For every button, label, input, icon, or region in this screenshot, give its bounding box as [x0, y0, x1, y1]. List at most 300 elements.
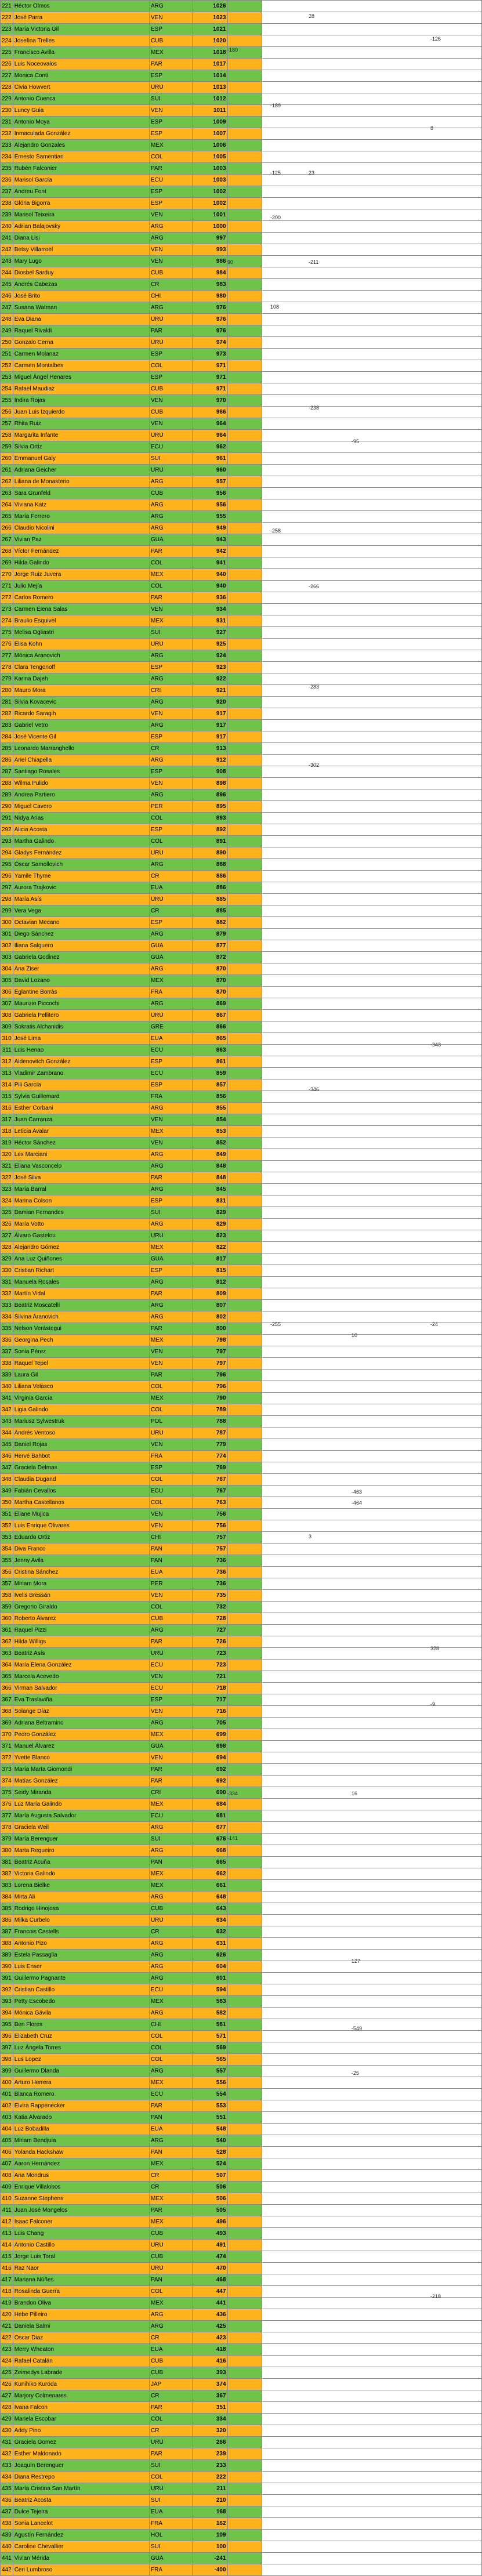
empty-cell[interactable] [262, 291, 482, 302]
country-cell[interactable]: CR [150, 279, 193, 291]
country-cell[interactable]: ECU [150, 1810, 193, 1822]
note-cell[interactable] [227, 35, 262, 47]
note-cell[interactable] [227, 1590, 262, 1602]
note-cell[interactable] [227, 1288, 262, 1300]
note-cell[interactable] [227, 2356, 262, 2367]
points-cell[interactable]: 665 [192, 1857, 227, 1868]
country-cell[interactable]: PAR [150, 2448, 193, 2460]
note-cell[interactable] [227, 836, 262, 847]
note-cell[interactable] [227, 441, 262, 453]
rank-cell[interactable]: 261 [1, 465, 13, 476]
country-cell[interactable]: MEX [150, 1393, 193, 1404]
points-cell[interactable]: 684 [192, 1799, 227, 1810]
rank-cell[interactable]: 238 [1, 198, 13, 209]
player-name-cell[interactable]: Silvia Kovacevic [13, 697, 149, 708]
note-cell[interactable] [227, 1, 262, 12]
country-cell[interactable]: PAR [150, 1288, 193, 1300]
country-cell[interactable]: EUA [150, 1033, 193, 1045]
empty-cell[interactable] [262, 1567, 482, 1578]
note-cell[interactable] [227, 1369, 262, 1381]
player-name-cell[interactable]: Caroline Chevallier [13, 2541, 149, 2553]
points-cell[interactable]: 735 [192, 1590, 227, 1602]
rank-cell[interactable]: 386 [1, 1915, 13, 1926]
country-cell[interactable]: ESP [150, 70, 193, 82]
player-name-cell[interactable]: Julio Mejía [13, 581, 149, 592]
player-name-cell[interactable]: Alejandro Gómez [13, 1242, 149, 1253]
points-cell[interactable]: 922 [192, 673, 227, 685]
rank-cell[interactable]: 420 [1, 2309, 13, 2321]
points-cell[interactable]: 800 [192, 1323, 227, 1335]
rank-cell[interactable]: 377 [1, 1810, 13, 1822]
points-cell[interactable]: 964 [192, 418, 227, 430]
rank-cell[interactable]: 381 [1, 1857, 13, 1868]
country-cell[interactable]: GRE [150, 1021, 193, 1033]
note-cell[interactable] [227, 163, 262, 175]
points-cell[interactable]: 787 [192, 1428, 227, 1439]
points-cell[interactable]: 788 [192, 1416, 227, 1428]
player-name-cell[interactable]: Ivana Falcon [13, 2402, 149, 2414]
note-cell[interactable] [227, 221, 262, 233]
player-name-cell[interactable]: Damian Fernandes [13, 1207, 149, 1219]
player-name-cell[interactable]: Luis Chang [13, 2228, 149, 2240]
empty-cell[interactable] [262, 1544, 482, 1555]
note-cell[interactable] [227, 1938, 262, 1950]
country-cell[interactable]: GUA [150, 952, 193, 963]
points-cell[interactable]: 540 [192, 2135, 227, 2147]
note-cell[interactable] [227, 1857, 262, 1868]
points-cell[interactable]: 831 [192, 1195, 227, 1207]
country-cell[interactable]: PAR [150, 163, 193, 175]
player-name-cell[interactable]: Hebe Pilleiro [13, 2309, 149, 2321]
player-name-cell[interactable]: Miriam Mora [13, 1578, 149, 1590]
player-name-cell[interactable]: Mariusz Sylwestruk [13, 1416, 149, 1428]
empty-cell[interactable] [262, 1010, 482, 1021]
note-cell[interactable] [227, 2089, 262, 2100]
points-cell[interactable]: 698 [192, 1741, 227, 1752]
note-cell[interactable] [227, 1718, 262, 1729]
country-cell[interactable]: VEN [150, 1114, 193, 1126]
empty-cell[interactable] [262, 1741, 482, 1752]
rank-cell[interactable]: 440 [1, 2541, 13, 2553]
note-cell[interactable] [227, 743, 262, 755]
empty-cell[interactable] [262, 2008, 482, 2019]
note-cell[interactable] [227, 534, 262, 546]
points-cell[interactable]: 896 [192, 789, 227, 801]
points-cell[interactable]: 980 [192, 291, 227, 302]
note-cell[interactable] [227, 465, 262, 476]
player-name-cell[interactable]: Lus Lopez [13, 2054, 149, 2066]
rank-cell[interactable]: 384 [1, 1892, 13, 1903]
rank-cell[interactable]: 291 [1, 813, 13, 824]
empty-cell[interactable] [262, 2066, 482, 2077]
points-cell[interactable]: 956 [192, 499, 227, 511]
points-cell[interactable]: 583 [192, 1996, 227, 2008]
country-cell[interactable]: MEX [150, 569, 193, 581]
empty-cell[interactable] [262, 1834, 482, 1845]
empty-cell[interactable] [262, 1091, 482, 1103]
player-name-cell[interactable]: David Lozano [13, 975, 149, 987]
empty-cell[interactable] [262, 117, 482, 128]
points-cell[interactable]: 692 [192, 1764, 227, 1776]
rank-cell[interactable]: 433 [1, 2460, 13, 2472]
player-name-cell[interactable]: Monica Conti [13, 70, 149, 82]
empty-cell[interactable] [262, 151, 482, 163]
rank-cell[interactable]: 439 [1, 2530, 13, 2541]
note-cell[interactable] [227, 12, 262, 24]
player-name-cell[interactable]: Sonia Lancelot [13, 2518, 149, 2530]
player-name-cell[interactable]: Andreu Font [13, 186, 149, 198]
points-cell[interactable]: 923 [192, 662, 227, 673]
rank-cell[interactable]: 293 [1, 836, 13, 847]
rank-cell[interactable]: 392 [1, 1984, 13, 1996]
points-cell[interactable]: 569 [192, 2042, 227, 2054]
rank-cell[interactable]: 430 [1, 2425, 13, 2437]
rank-cell[interactable]: 269 [1, 557, 13, 569]
rank-cell[interactable]: 278 [1, 662, 13, 673]
country-cell[interactable]: VEN [150, 395, 193, 407]
note-cell[interactable] [227, 1404, 262, 1416]
note-cell[interactable] [227, 2112, 262, 2124]
player-name-cell[interactable]: Hervé Bahbot [13, 1451, 149, 1462]
empty-cell[interactable] [262, 1045, 482, 1056]
rank-cell[interactable]: 326 [1, 1219, 13, 1230]
rank-cell[interactable]: 340 [1, 1381, 13, 1393]
note-cell[interactable] [227, 499, 262, 511]
rank-cell[interactable]: 372 [1, 1752, 13, 1764]
rank-cell[interactable]: 233 [1, 140, 13, 151]
rank-cell[interactable]: 395 [1, 2019, 13, 2031]
note-cell[interactable] [227, 1137, 262, 1149]
empty-cell[interactable] [262, 233, 482, 244]
empty-cell[interactable] [262, 453, 482, 465]
empty-cell[interactable] [262, 569, 482, 581]
points-cell[interactable]: 756 [192, 1520, 227, 1532]
points-cell[interactable]: 863 [192, 1045, 227, 1056]
points-cell[interactable]: 756 [192, 1509, 227, 1520]
rank-cell[interactable]: 310 [1, 1033, 13, 1045]
empty-cell[interactable] [262, 929, 482, 940]
note-cell[interactable] [227, 1311, 262, 1323]
empty-cell[interactable] [262, 673, 482, 685]
points-cell[interactable]: 582 [192, 2008, 227, 2019]
country-cell[interactable]: ESP [150, 662, 193, 673]
player-name-cell[interactable]: Alicia Acosta [13, 824, 149, 836]
player-name-cell[interactable]: Jenny Avila [13, 1555, 149, 1567]
empty-cell[interactable] [262, 1613, 482, 1625]
note-cell[interactable] [227, 1172, 262, 1184]
note-cell[interactable] [227, 987, 262, 998]
empty-cell[interactable] [262, 766, 482, 778]
note-cell[interactable] [227, 1079, 262, 1091]
points-cell[interactable]: 973 [192, 349, 227, 360]
points-cell[interactable]: 993 [192, 244, 227, 256]
note-cell[interactable] [227, 1381, 262, 1393]
player-name-cell[interactable]: Maurizio Piccochi [13, 998, 149, 1010]
empty-cell[interactable] [262, 2205, 482, 2216]
note-cell[interactable] [227, 708, 262, 720]
rank-cell[interactable]: 230 [1, 105, 13, 117]
player-name-cell[interactable]: Elvira Rappenecker [13, 2100, 149, 2112]
rank-cell[interactable]: 226 [1, 59, 13, 70]
empty-cell[interactable] [262, 615, 482, 627]
player-name-cell[interactable]: Francois Castells [13, 1926, 149, 1938]
note-cell[interactable] [227, 1868, 262, 1880]
rank-cell[interactable]: 236 [1, 175, 13, 186]
rank-cell[interactable]: 397 [1, 2042, 13, 2054]
note-cell[interactable] [227, 1114, 262, 1126]
points-cell[interactable]: 767 [192, 1474, 227, 1486]
player-name-cell[interactable]: Rubén Falconier [13, 163, 149, 175]
empty-cell[interactable] [262, 511, 482, 523]
empty-cell[interactable] [262, 1381, 482, 1393]
country-cell[interactable]: SUI [150, 2460, 193, 2472]
country-cell[interactable]: URU [150, 1010, 193, 1021]
note-cell[interactable] [227, 1729, 262, 1741]
empty-cell[interactable] [262, 1683, 482, 1694]
empty-cell[interactable] [262, 1892, 482, 1903]
note-cell[interactable] [227, 1892, 262, 1903]
player-name-cell[interactable]: Esther Corbani [13, 1103, 149, 1114]
player-name-cell[interactable]: Octavian Mecano [13, 917, 149, 929]
empty-cell[interactable] [262, 2216, 482, 2228]
rank-cell[interactable]: 345 [1, 1439, 13, 1451]
rank-cell[interactable]: 260 [1, 453, 13, 465]
player-name-cell[interactable]: Jorge Ruiz Juvera [13, 569, 149, 581]
empty-cell[interactable] [262, 720, 482, 731]
rank-cell[interactable]: 298 [1, 894, 13, 905]
note-cell[interactable] [227, 1996, 262, 2008]
player-name-cell[interactable]: Mónica Gävila [13, 2008, 149, 2019]
player-name-cell[interactable]: Gregorio Giraldo [13, 1602, 149, 1613]
country-cell[interactable]: VEN [150, 1520, 193, 1532]
note-cell[interactable] [227, 1602, 262, 1613]
note-cell[interactable] [227, 581, 262, 592]
player-name-cell[interactable]: Merry Wheaton [13, 2344, 149, 2356]
country-cell[interactable]: PAR [150, 59, 193, 70]
rank-cell[interactable]: 247 [1, 302, 13, 314]
country-cell[interactable]: COL [150, 2414, 193, 2425]
empty-cell[interactable] [262, 24, 482, 35]
country-cell[interactable]: ESP [150, 1079, 193, 1091]
empty-cell[interactable] [262, 1729, 482, 1741]
note-cell[interactable] [227, 93, 262, 105]
points-cell[interactable]: 1001 [192, 209, 227, 221]
points-cell[interactable]: 692 [192, 1776, 227, 1787]
empty-cell[interactable] [262, 2135, 482, 2147]
note-cell[interactable] [227, 2460, 262, 2472]
empty-cell[interactable] [262, 963, 482, 975]
rank-cell[interactable]: 316 [1, 1103, 13, 1114]
country-cell[interactable]: SUI [150, 2541, 193, 2553]
points-cell[interactable]: 728 [192, 1613, 227, 1625]
empty-cell[interactable] [262, 2437, 482, 2448]
player-name-cell[interactable]: Rafael Catalán [13, 2356, 149, 2367]
player-name-cell[interactable]: Liliana Velasco [13, 1381, 149, 1393]
player-name-cell[interactable]: Iliana Salguero [13, 940, 149, 952]
points-cell[interactable]: 565 [192, 2054, 227, 2066]
note-cell[interactable] [227, 731, 262, 743]
country-cell[interactable]: ARG [150, 1625, 193, 1636]
points-cell[interactable]: 736 [192, 1555, 227, 1567]
rank-cell[interactable]: 240 [1, 221, 13, 233]
player-name-cell[interactable]: Ligia Galindo [13, 1404, 149, 1416]
rank-cell[interactable]: 237 [1, 186, 13, 198]
country-cell[interactable]: ARG [150, 1822, 193, 1834]
country-cell[interactable]: ARG [150, 1219, 193, 1230]
note-cell[interactable] [227, 117, 262, 128]
country-cell[interactable]: ESP [150, 128, 193, 140]
note-cell[interactable] [227, 2367, 262, 2379]
empty-cell[interactable] [262, 1590, 482, 1602]
points-cell[interactable]: 551 [192, 2112, 227, 2124]
country-cell[interactable]: URU [150, 465, 193, 476]
country-cell[interactable]: COL [150, 360, 193, 372]
points-cell[interactable]: 769 [192, 1462, 227, 1474]
points-cell[interactable]: 823 [192, 1230, 227, 1242]
player-name-cell[interactable]: Santiago Rosales [13, 766, 149, 778]
note-cell[interactable] [227, 395, 262, 407]
points-cell[interactable]: 854 [192, 1114, 227, 1126]
note-cell[interactable] [227, 1056, 262, 1068]
rank-cell[interactable]: 249 [1, 325, 13, 337]
empty-cell[interactable] [262, 1718, 482, 1729]
player-name-cell[interactable]: Raquel Pizzi [13, 1625, 149, 1636]
empty-cell[interactable] [262, 1799, 482, 1810]
empty-cell[interactable] [262, 917, 482, 929]
country-cell[interactable]: COL [150, 557, 193, 569]
country-cell[interactable]: ESP [150, 1056, 193, 1068]
points-cell[interactable]: 736 [192, 1578, 227, 1590]
rank-cell[interactable]: 252 [1, 360, 13, 372]
player-name-cell[interactable]: Matías González [13, 1776, 149, 1787]
empty-cell[interactable] [262, 2251, 482, 2263]
points-cell[interactable]: 548 [192, 2124, 227, 2135]
rank-cell[interactable]: 398 [1, 2054, 13, 2066]
empty-cell[interactable] [262, 2530, 482, 2541]
player-name-cell[interactable]: Raz Naor [13, 2263, 149, 2274]
rank-cell[interactable]: 245 [1, 279, 13, 291]
country-cell[interactable]: MEX [150, 1335, 193, 1346]
points-cell[interactable]: 1014 [192, 70, 227, 82]
country-cell[interactable]: ESP [150, 24, 193, 35]
player-name-cell[interactable]: Ana Mondrus [13, 2170, 149, 2182]
rank-cell[interactable]: 331 [1, 1277, 13, 1288]
note-cell[interactable] [227, 2506, 262, 2518]
points-cell[interactable]: -241 [192, 2553, 227, 2564]
points-cell[interactable]: 109 [192, 2530, 227, 2541]
player-name-cell[interactable]: María Ferrero [13, 511, 149, 523]
rank-cell[interactable]: 364 [1, 1660, 13, 1671]
points-cell[interactable]: 971 [192, 360, 227, 372]
country-cell[interactable]: VEN [150, 1706, 193, 1718]
rank-cell[interactable]: 294 [1, 847, 13, 859]
country-cell[interactable]: ARG [150, 523, 193, 534]
rank-cell[interactable]: 383 [1, 1880, 13, 1892]
empty-cell[interactable] [262, 2356, 482, 2367]
note-cell[interactable] [227, 2193, 262, 2205]
empty-cell[interactable] [262, 1660, 482, 1671]
player-name-cell[interactable]: Claudia Dugand [13, 1474, 149, 1486]
note-cell[interactable] [227, 1961, 262, 1973]
rank-cell[interactable]: 330 [1, 1265, 13, 1277]
note-cell[interactable] [227, 1230, 262, 1242]
player-name-cell[interactable]: Yvette Blanco [13, 1752, 149, 1764]
note-cell[interactable] [227, 1660, 262, 1671]
empty-cell[interactable] [262, 1509, 482, 1520]
country-cell[interactable]: URU [150, 2437, 193, 2448]
empty-cell[interactable] [262, 430, 482, 441]
note-cell[interactable] [227, 627, 262, 639]
note-cell[interactable] [227, 697, 262, 708]
rank-cell[interactable]: 332 [1, 1288, 13, 1300]
rank-cell[interactable]: 405 [1, 2135, 13, 2147]
country-cell[interactable]: ARG [150, 1103, 193, 1114]
points-cell[interactable]: 571 [192, 2031, 227, 2042]
note-cell[interactable] [227, 2228, 262, 2240]
player-name-cell[interactable]: Zeimedys Labrade [13, 2367, 149, 2379]
points-cell[interactable]: 848 [192, 1161, 227, 1172]
rank-cell[interactable]: 289 [1, 789, 13, 801]
empty-cell[interactable] [262, 499, 482, 511]
player-name-cell[interactable]: Inmaculada González [13, 128, 149, 140]
points-cell[interactable]: 677 [192, 1822, 227, 1834]
note-cell[interactable] [227, 1636, 262, 1648]
points-cell[interactable]: 925 [192, 639, 227, 650]
empty-cell[interactable] [262, 82, 482, 93]
country-cell[interactable]: COL [150, 1474, 193, 1486]
country-cell[interactable]: COL [150, 1404, 193, 1416]
country-cell[interactable]: ESP [150, 766, 193, 778]
points-cell[interactable]: 626 [192, 1950, 227, 1961]
player-name-cell[interactable]: Brandon Oliva [13, 2298, 149, 2309]
empty-cell[interactable] [262, 2042, 482, 2054]
rank-cell[interactable]: 369 [1, 1718, 13, 1729]
points-cell[interactable]: 507 [192, 2170, 227, 2182]
player-name-cell[interactable]: María Barral [13, 1184, 149, 1195]
country-cell[interactable]: URU [150, 639, 193, 650]
country-cell[interactable]: VEN [150, 778, 193, 789]
country-cell[interactable]: COL [150, 1497, 193, 1509]
empty-cell[interactable] [262, 175, 482, 186]
player-name-cell[interactable]: Blanca Romero [13, 2089, 149, 2100]
player-name-cell[interactable]: Gabriela Godinez [13, 952, 149, 963]
empty-cell[interactable] [262, 2564, 482, 2576]
player-name-cell[interactable]: Eduardo Ortiz [13, 1532, 149, 1544]
rank-cell[interactable]: 358 [1, 1590, 13, 1602]
player-name-cell[interactable]: Mirta Ali [13, 1892, 149, 1903]
player-name-cell[interactable]: Elisa Kohn [13, 639, 149, 650]
empty-cell[interactable] [262, 1195, 482, 1207]
empty-cell[interactable] [262, 2344, 482, 2356]
rank-cell[interactable]: 244 [1, 267, 13, 279]
note-cell[interactable] [227, 859, 262, 871]
empty-cell[interactable] [262, 2147, 482, 2158]
note-cell[interactable] [227, 1486, 262, 1497]
empty-cell[interactable] [262, 59, 482, 70]
player-name-cell[interactable]: Oscar Diaz [13, 2332, 149, 2344]
country-cell[interactable]: CUB [150, 1903, 193, 1915]
empty-cell[interactable] [262, 824, 482, 836]
rank-cell[interactable]: 360 [1, 1613, 13, 1625]
rank-cell[interactable]: 292 [1, 824, 13, 836]
rank-cell[interactable]: 311 [1, 1045, 13, 1056]
points-cell[interactable]: 721 [192, 1671, 227, 1683]
country-cell[interactable]: CR [150, 871, 193, 882]
rank-cell[interactable]: 272 [1, 592, 13, 604]
rank-cell[interactable]: 323 [1, 1184, 13, 1195]
note-cell[interactable] [227, 2541, 262, 2553]
note-cell[interactable] [227, 1474, 262, 1486]
